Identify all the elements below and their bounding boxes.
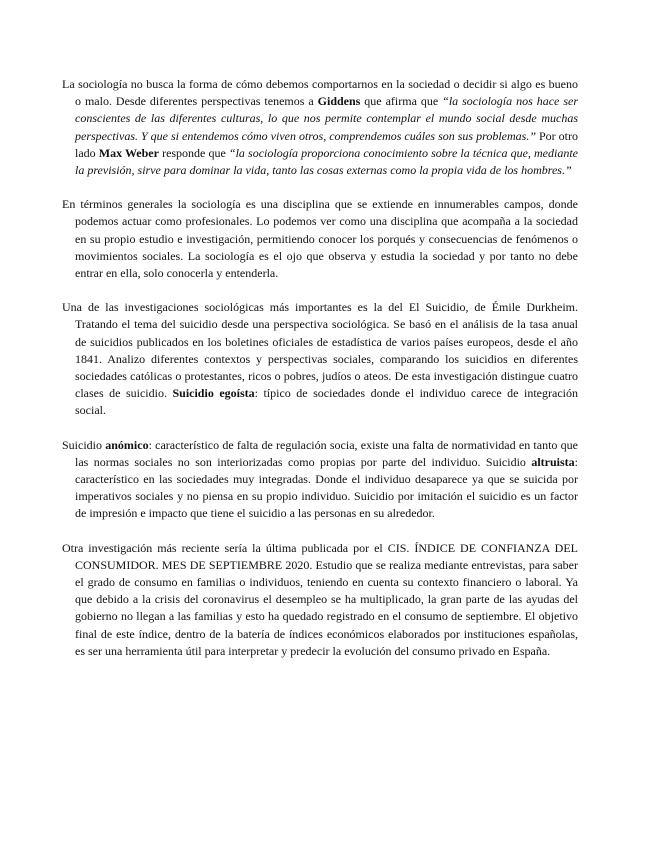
- paragraph-durkheim-suicide: [62, 299, 578, 419]
- text-span: Otra investigación más reciente sería la última publicada por el CIS. ÍNDICE DE CONFIANZA DEL CONSUMIDOR. MES DE SEPTIEMBRE 2020. Estudio que se realiza mediante entrevistas, para saber el grado de consumo en familias o individuos, teniendo en cuenta su contexto financiero o laboral. Ya que debido a la crisis del coronavirus el desempleo se ha multiplicado, la gran parte de las ayudas del gobierno no llegan a las familias y esto ha quedado registrado en el consumo de septiembre. El objetivo final de este índice, dentro de la batería de índices económicos elaborados por instituciones españolas, es ser una herramienta útil para interpretar y predecir la evolución del consumo privado en España.: [62, 540, 578, 658]
- text-span: : característico de falta de regulación socia, existe una falta de normatividad en tanto que las normas sociales no son interiorizadas como propias por parte del individuo. Suicidio: [75, 437, 578, 469]
- text-span: : típico de sociedades donde el individuo carece de integración social.: [75, 386, 578, 418]
- text-span: En términos generales la sociología es una disciplina que se extiende en innumerables campos, donde podemos actuar como profesionales. Lo podemos ver como una disciplina que acompaña a la sociedad en su propio estudio e investigación, permitiendo conocer los porqués y consecuencias de fenómenos o movimientos sociales. La sociología es el ojo que observa y estudia la sociedad y por tanto no debe entrar en ella, solo conocerla y entenderla.: [62, 197, 578, 281]
- text-span: responde que: [158, 145, 229, 160]
- term-anomico: anómico: [105, 437, 149, 452]
- author-giddens: Giddens: [317, 94, 361, 109]
- quote-giddens: “la sociología nos hace ser conscientes de las diferentes culturas, lo que nos permite contemplar el mundo social desde muchas perspectivas. Y que si entendemos cómo viven otros, comprendemos cuáles son sus problemas.”: [75, 94, 578, 143]
- text-span: La sociología no busca la forma de cómo debemos comportarnos en la sociedad o decidir si algo es bueno o malo. Desde diferentes perspectivas tenemos a: [62, 77, 578, 109]
- paragraph-sociology-definition: [62, 76, 578, 179]
- text-span: Por otro lado: [75, 128, 579, 160]
- text-span: Suicidio: [62, 437, 106, 452]
- text-span: : característico en las sociedades muy integradas. Donde el individuo desaparece ya que se suicida por imperativos sociales y no piensa en su propio individuo. Suicidio por imitación el suicidio es un factor de impresión e impacto que tiene el suicidio a las personas en su alrededor.: [75, 454, 578, 521]
- term-suicidio-egoista: Suicidio egoísta: [172, 386, 255, 401]
- quote-weber: “la sociología proporciona conocimiento sobre la técnica que, mediante la previsión, sirve para dominar la vida, tanto las cosas externas como la propia vida de los hombres.”: [75, 145, 578, 178]
- paragraph-suicide-types: [62, 437, 578, 523]
- paragraph-sociology-discipline: [62, 196, 578, 282]
- text-span: que afirma que: [360, 94, 443, 109]
- text-span: Una de las investigaciones sociológicas más importantes es la del El Suicidio, de Émile Durkheim. Tratando el tema del suicidio desde una perspectiva sociológica. Se basó en el análisis de la tasa anual de suicidios publicados en los boletines oficiales de estadística de varios países europeos, desde el año 1841. Analizo diferentes contextos y perspectivas sociales, comparando los suicidios en diferentes sociedades católicas o protestantes, ricos o pobres, judíos o ateos. De esta investigación distingue cuatro clases de suicidio.: [62, 300, 578, 401]
- paragraph-cis-consumer-index: [62, 540, 578, 660]
- term-altruista: altruista: [531, 454, 575, 469]
- document-page: [62, 76, 578, 677]
- author-weber: Max Weber: [98, 145, 159, 160]
